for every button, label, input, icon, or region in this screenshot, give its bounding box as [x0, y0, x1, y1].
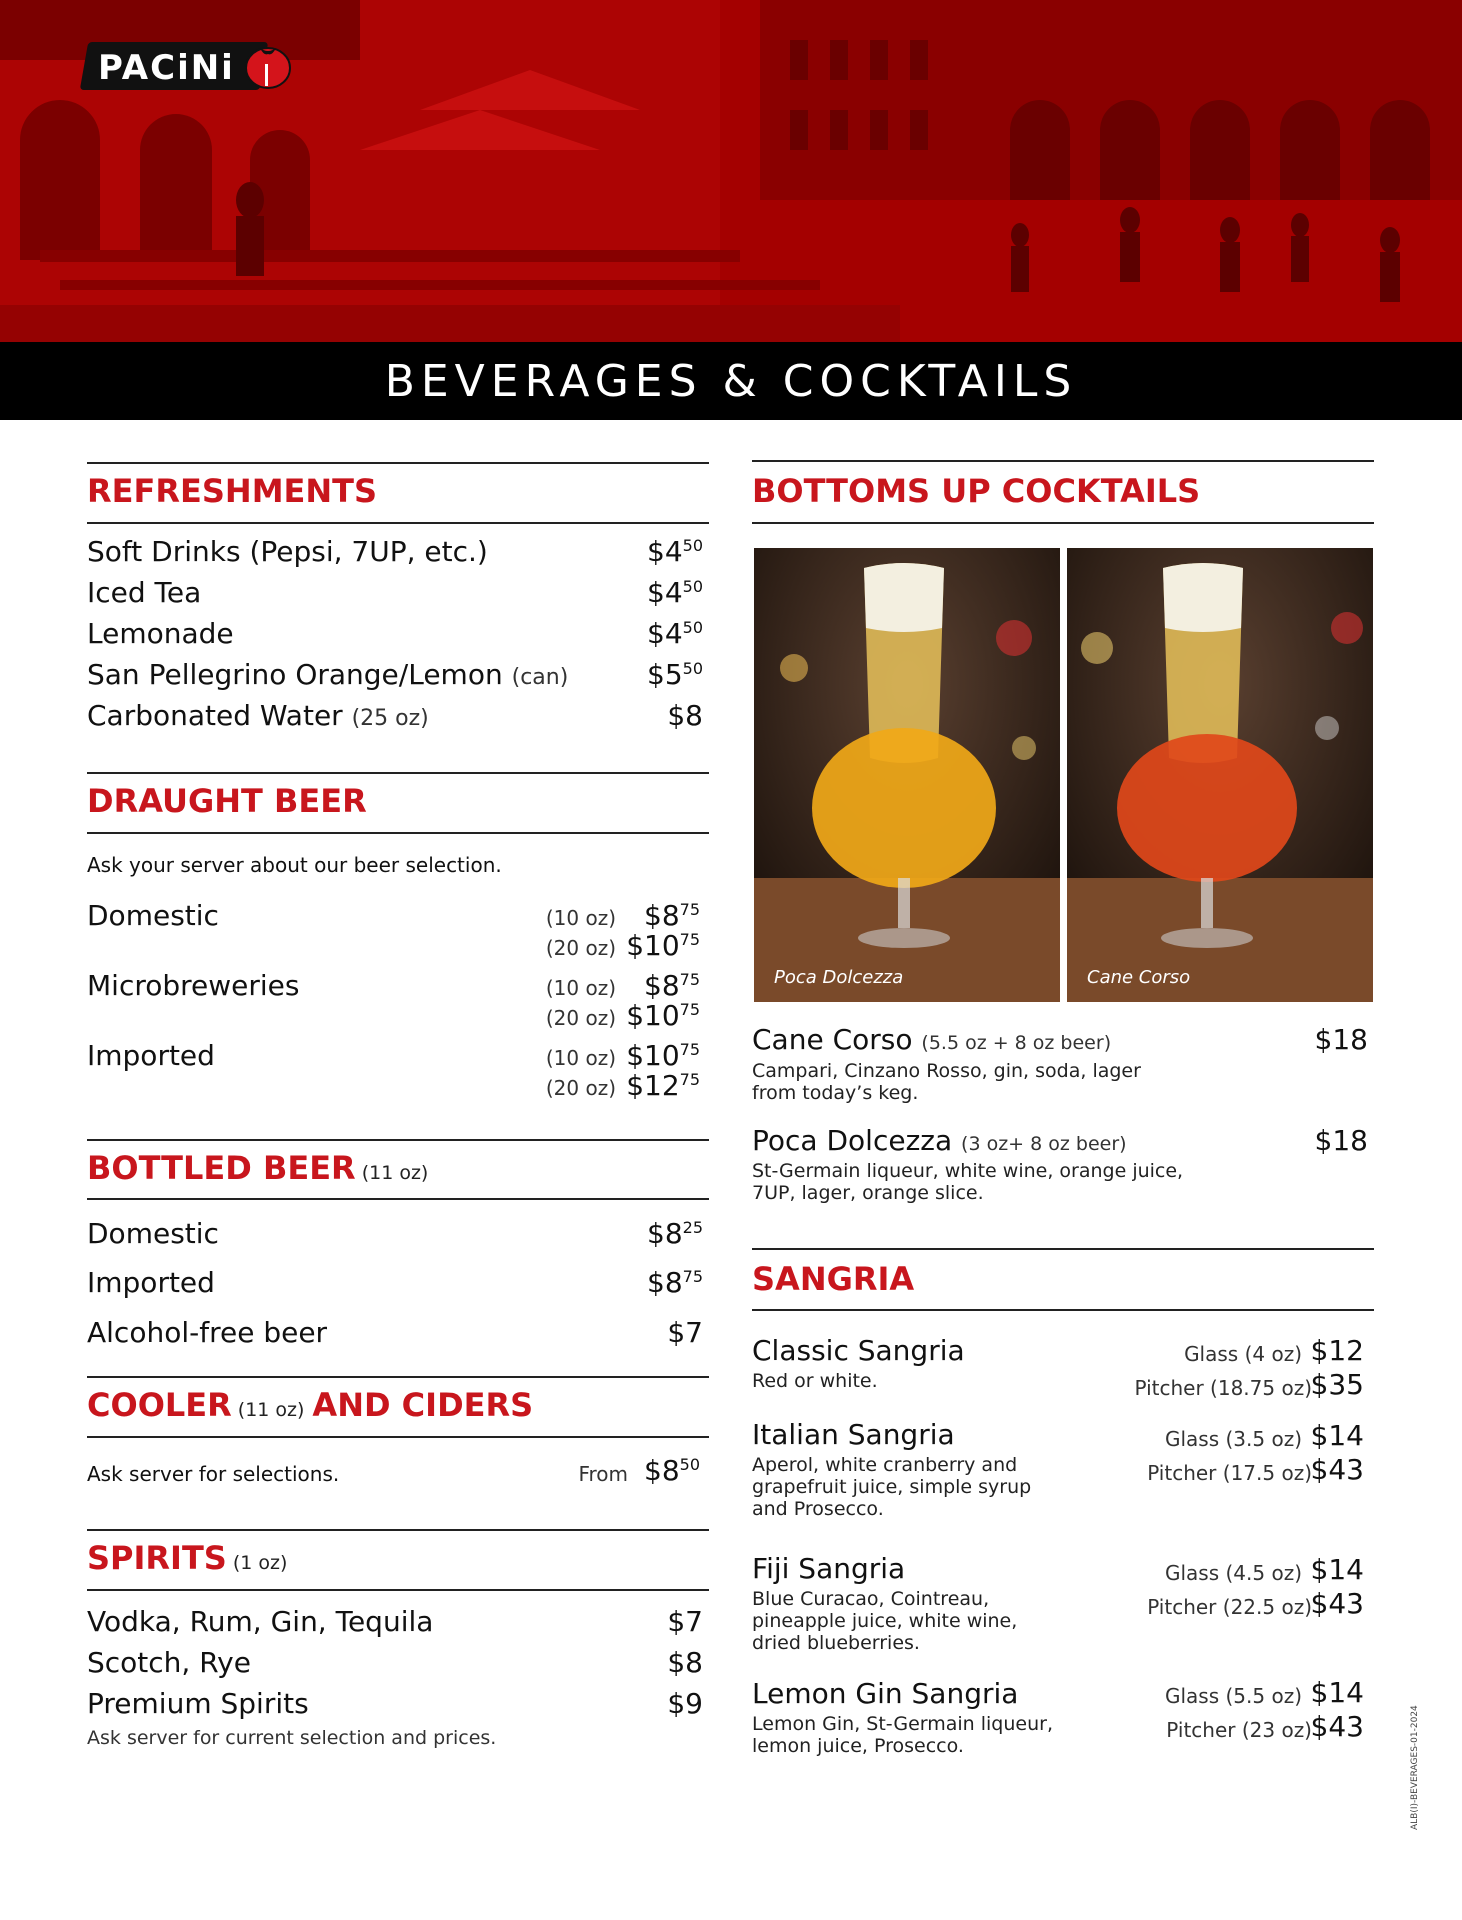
- menu-item: Domestic: [87, 899, 219, 932]
- size-label: (10 oz): [545, 906, 616, 930]
- section-title-refreshments: REFRESHMENTS: [87, 472, 378, 510]
- divider: [87, 832, 709, 834]
- cocktail-photo-cane: [1067, 548, 1373, 1002]
- menu-item: Iced Tea: [87, 576, 202, 609]
- menu-item: Soft Drinks (Pepsi, 7UP, etc.): [87, 535, 488, 568]
- divider: [87, 1436, 709, 1438]
- divider: [87, 1529, 709, 1531]
- item-price: $8: [667, 699, 703, 732]
- item-price: $\$5^{50}$: [647, 658, 703, 691]
- photo-caption: Cane Corso: [1087, 967, 1191, 988]
- item-price: $14: [1310, 1676, 1364, 1709]
- item-price: $\$10^{75}$: [626, 1039, 700, 1072]
- divider: [752, 1248, 1374, 1250]
- menu-item: Vodka, Rum, Gin, Tequila: [87, 1605, 434, 1638]
- divider: [87, 462, 709, 464]
- item-price: $\$4^{50}$: [647, 535, 703, 568]
- item-price: $14: [1310, 1419, 1364, 1452]
- item-price: $43: [1310, 1453, 1364, 1486]
- from-label: From: [578, 1462, 628, 1486]
- item-description: Campari, Cinzano Rosso, gin, soda, lager from today’s keg.: [752, 1060, 1141, 1104]
- footer-code: ALB(I)-BEVERAGES-01-2024: [1410, 1705, 1420, 1830]
- size-label: Pitcher (23 oz): [1166, 1718, 1312, 1742]
- size-label: (20 oz): [545, 936, 616, 960]
- item-price: $7: [667, 1605, 703, 1638]
- pacini-logo: [84, 38, 294, 96]
- size-label: Glass (4.5 oz): [1164, 1561, 1302, 1585]
- section-title-cooler: COOLER (11 oz) AND CIDERS: [87, 1386, 534, 1424]
- size-label: (10 oz): [545, 976, 616, 1000]
- item-description: Blue Curacao, Cointreau, pineapple juice, white wine, dried blueberries.: [752, 1588, 1018, 1654]
- item-price: $\$4^{50}$: [647, 617, 703, 650]
- divider: [87, 522, 709, 524]
- divider: [752, 1309, 1374, 1311]
- item-description: St-Germain liqueur, white wine, orange juice, 7UP, lager, orange slice.: [752, 1160, 1184, 1204]
- section-title-draught: DRAUGHT BEER: [87, 782, 367, 820]
- spirits-note: Ask server for current selection and prices.: [87, 1727, 497, 1749]
- hero-banner: [0, 0, 1462, 342]
- item-price: $8: [667, 1646, 703, 1679]
- menu-item: Lemonade: [87, 617, 234, 650]
- item-price: $43: [1310, 1587, 1364, 1620]
- item-price: $18: [1314, 1124, 1368, 1157]
- size-label: Glass (5.5 oz): [1164, 1684, 1302, 1708]
- size-label: Pitcher (22.5 oz): [1147, 1595, 1312, 1619]
- size-label: Pitcher (18.75 oz): [1134, 1376, 1312, 1400]
- item-price: $14: [1310, 1553, 1364, 1586]
- menu-item: Cane Corso (5.5 oz + 8 oz beer): [752, 1023, 1112, 1056]
- size-label: Pitcher (17.5 oz): [1147, 1461, 1312, 1485]
- item-description: Lemon Gin, St-Germain liqueur, lemon juice, Prosecco.: [752, 1713, 1053, 1757]
- divider: [87, 1198, 709, 1200]
- menu-item: Classic Sangria: [752, 1334, 965, 1367]
- item-price: $43: [1310, 1710, 1364, 1743]
- page-title: BEVERAGES & COCKTAILS: [384, 356, 1078, 407]
- item-price: $\$8^{25}$: [647, 1217, 703, 1250]
- section-title-bottoms-up: BOTTOMS UP COCKTAILS: [752, 472, 1201, 510]
- size-label: Glass (4 oz): [1184, 1342, 1302, 1366]
- size-label: Glass (3.5 oz): [1164, 1427, 1302, 1451]
- divider: [87, 1139, 709, 1141]
- divider: [87, 1376, 709, 1378]
- menu-item: Carbonated Water (25 oz): [87, 699, 429, 732]
- item-price: $12: [1310, 1334, 1364, 1367]
- section-title-sangria: SANGRIA: [752, 1260, 915, 1298]
- item-price: $\$4^{50}$: [647, 576, 703, 609]
- draught-intro: Ask your server about our beer selection.: [87, 853, 502, 877]
- photo-caption: Poca Dolcezza: [774, 967, 904, 988]
- poca-dolcezza-image: [754, 548, 1060, 1002]
- section-title-bottled: BOTTLED BEER (11 oz): [87, 1149, 429, 1187]
- menu-item: Microbreweries: [87, 969, 300, 1002]
- size-label: (20 oz): [545, 1006, 616, 1030]
- divider: [87, 1589, 709, 1591]
- item-price: $9: [667, 1687, 703, 1720]
- size-label: (20 oz): [545, 1076, 616, 1100]
- item-price: $\$8^{75}$: [644, 969, 700, 1002]
- divider: [87, 772, 709, 774]
- item-price: $\$8^{75}$: [647, 1266, 703, 1299]
- section-title-spirits: SPIRITS (1 oz): [87, 1539, 288, 1577]
- menu-item: Italian Sangria: [752, 1418, 955, 1451]
- menu-item: Fiji Sangria: [752, 1552, 906, 1585]
- menu-item: Alcohol-free beer: [87, 1316, 328, 1349]
- menu-item: San Pellegrino Orange/Lemon (can): [87, 658, 569, 691]
- menu-item: Lemon Gin Sangria: [752, 1677, 1019, 1710]
- tomato-icon: [244, 38, 292, 92]
- item-price: $7: [667, 1316, 703, 1349]
- item-price: $\$8^{75}$: [644, 899, 700, 932]
- menu-item: Premium Spirits: [87, 1687, 309, 1720]
- item-description: Aperol, white cranberry and grapefruit juice, simple syrup and Prosecco.: [752, 1454, 1032, 1520]
- menu-item: Imported: [87, 1039, 215, 1072]
- size-label: (10 oz): [545, 1046, 616, 1070]
- item-price: $\$10^{75}$: [626, 999, 700, 1032]
- cane-corso-image: [1067, 548, 1373, 1002]
- item-price: $\$8^{50}$: [644, 1454, 700, 1487]
- item-description: Red or white.: [752, 1370, 878, 1392]
- item-price: $\$12^{75}$: [626, 1069, 700, 1102]
- menu-item: Poca Dolcezza (3 oz+ 8 oz beer): [752, 1124, 1127, 1157]
- menu-item: Domestic: [87, 1217, 219, 1250]
- item-price: $35: [1310, 1368, 1364, 1401]
- item-price: $18: [1314, 1023, 1368, 1056]
- menu-item: Scotch, Rye: [87, 1646, 251, 1679]
- logo-text: PACiNi: [98, 48, 235, 88]
- menu-item: Imported: [87, 1266, 215, 1299]
- divider: [752, 460, 1374, 462]
- cooler-text: Ask server for selections.: [87, 1462, 340, 1486]
- divider: [752, 522, 1374, 524]
- cocktail-photo-poca: [754, 548, 1060, 1002]
- item-price: $\$10^{75}$: [626, 929, 700, 962]
